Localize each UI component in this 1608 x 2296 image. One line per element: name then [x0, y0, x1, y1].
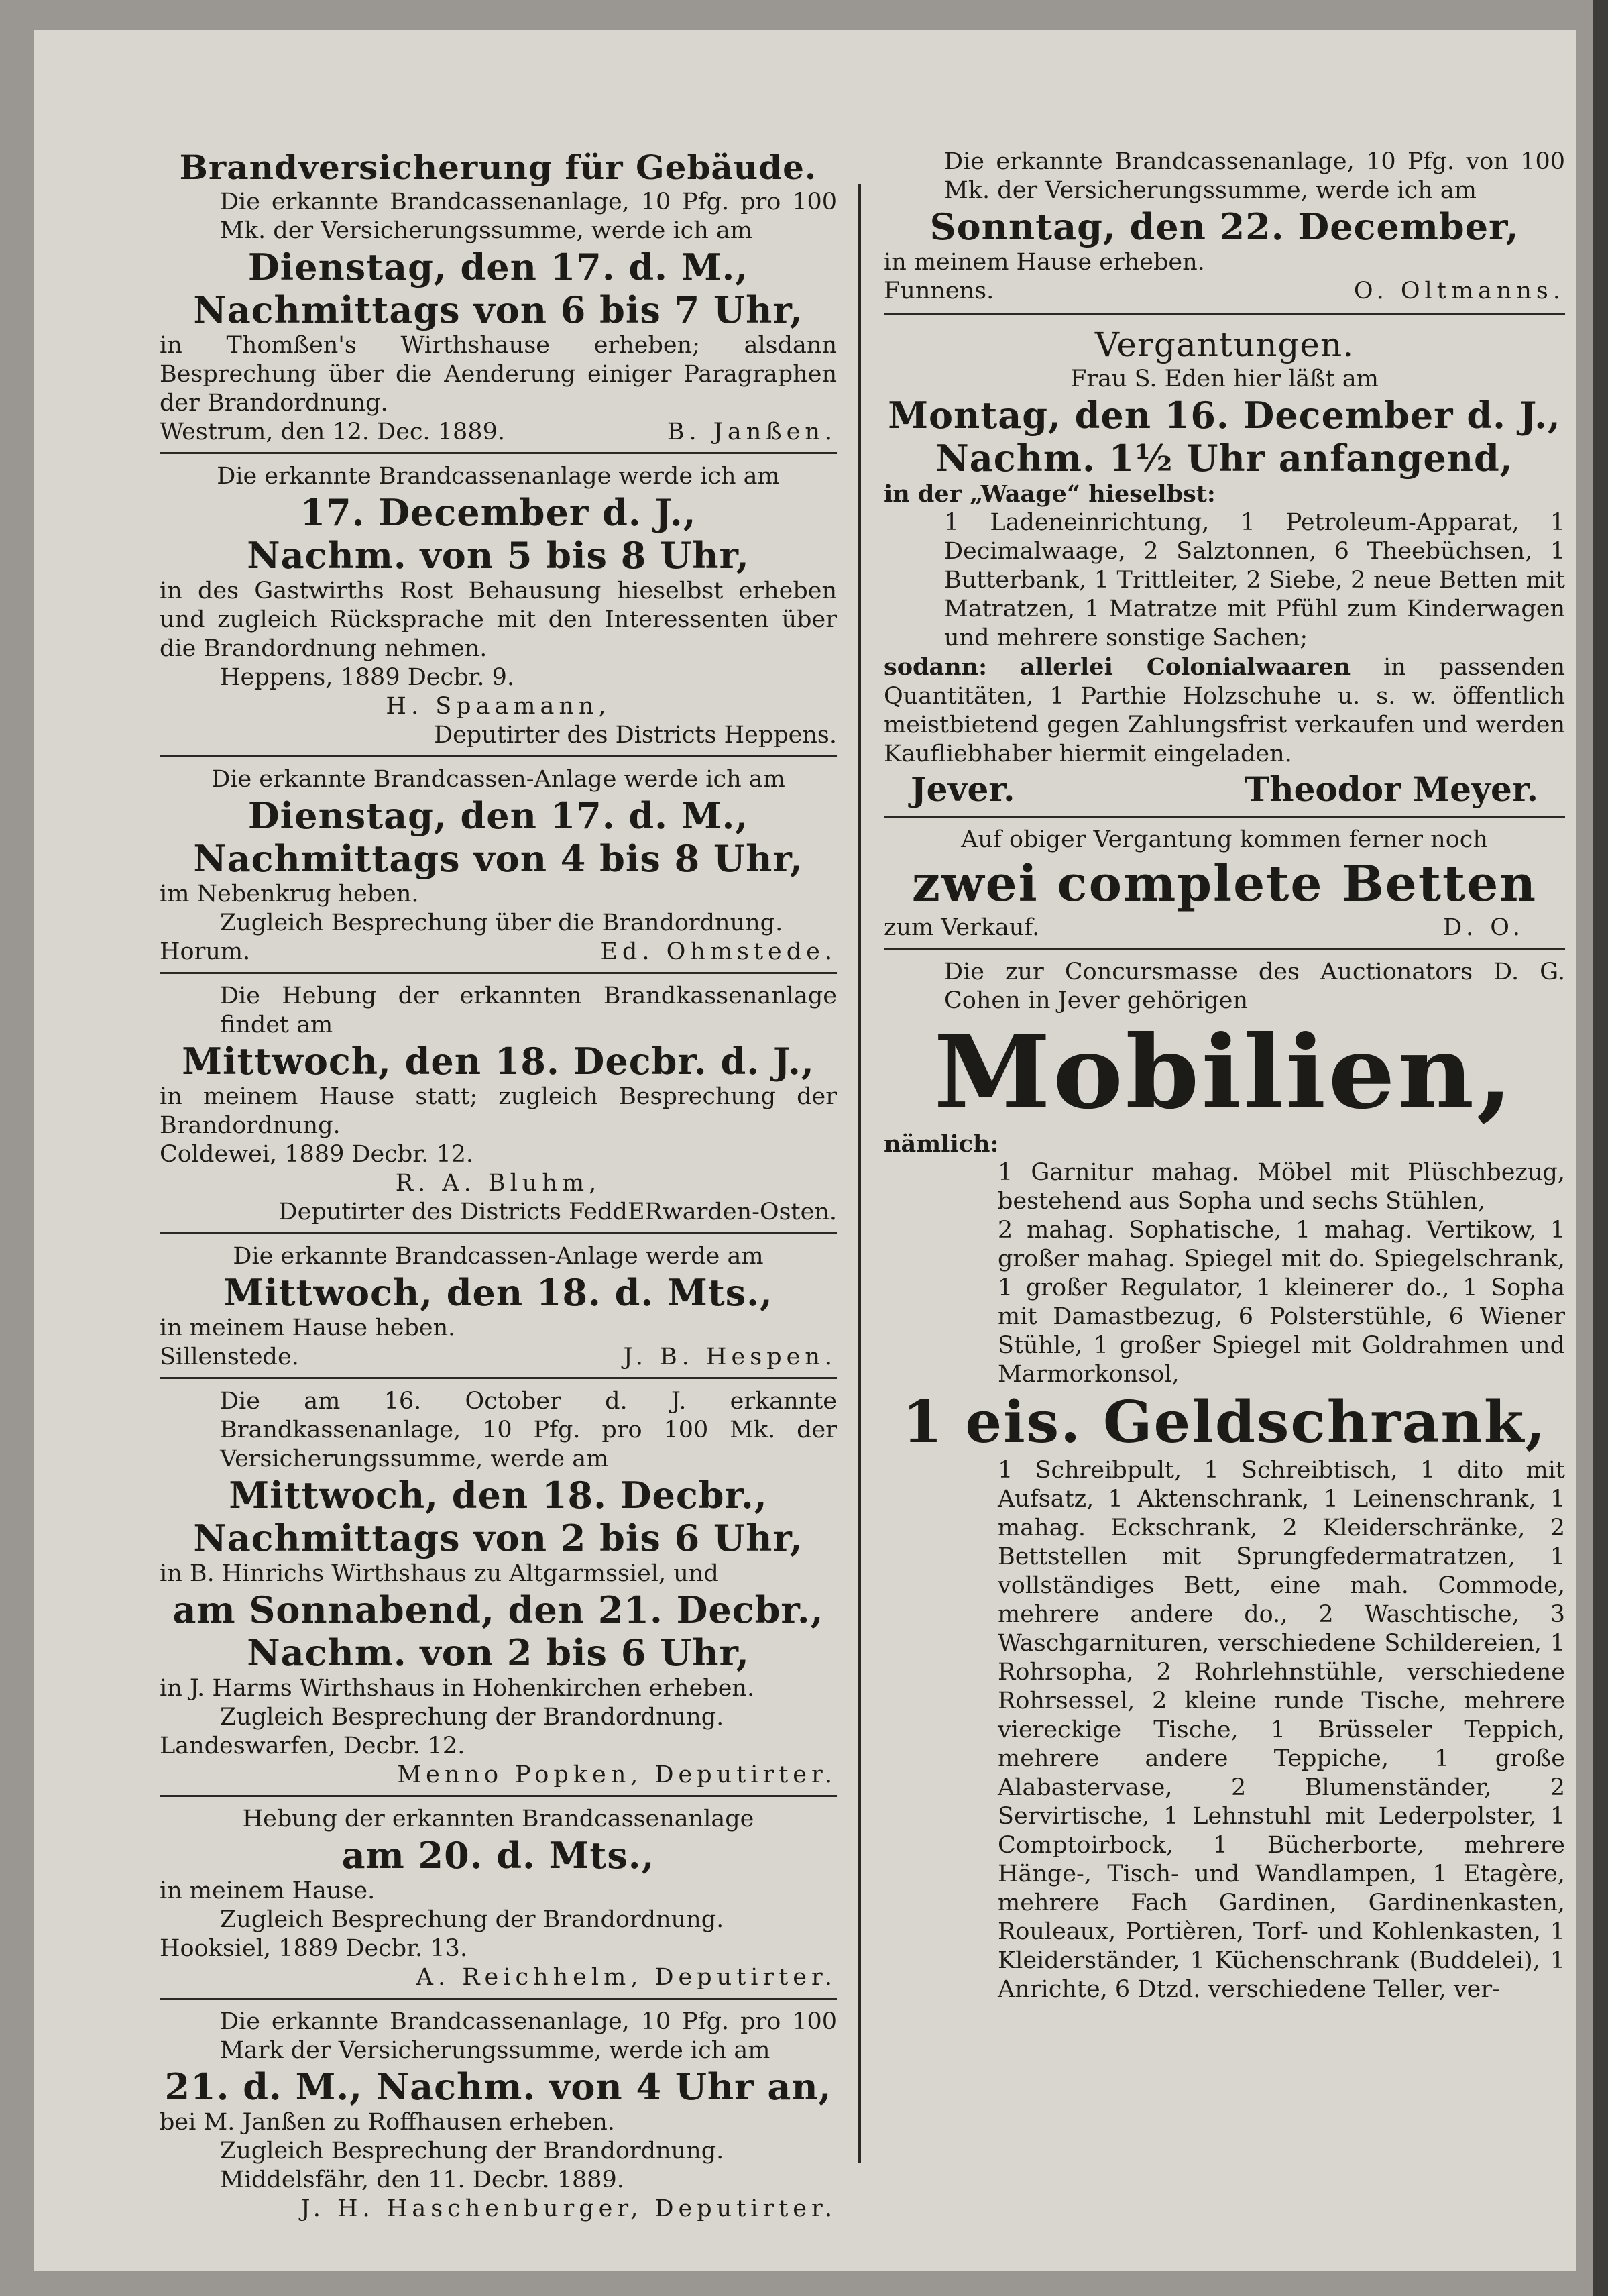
notice-signature: J. B. Hespen. [623, 1344, 837, 1370]
notice-signature: O. Oltmanns. [1353, 278, 1565, 305]
notice-time: Nachmittags von 6 bis 7 Uhr, [193, 288, 803, 331]
notice-beds [884, 826, 1565, 942]
notice-signature: J. H. Haschenburger, Deputirter. [300, 2195, 837, 2222]
notice-heading: Brandversicherung für Gebäude. [179, 148, 817, 187]
notice-horum [160, 765, 837, 967]
notice-place: Sillenstede. [160, 1344, 299, 1370]
notice-text: in meinem Hause heben. [160, 1315, 456, 1342]
notice-date: Mittwoch, den 18. Decbr. d. J., [182, 1040, 815, 1083]
notice-place: Horum. [160, 938, 251, 965]
notice-signature-row [884, 277, 1565, 306]
item-list: 1 Schreibpult, 1 Schreibtisch, 1 dito mit Aufsatz, 1 Aktenschrank, 1 Leinenschrank, 1 mahag. Eckschrank, 2 Kleiderschränke, 2 Bettstellen mit Sprungfedermatratzen, 1 vollständiges Bett, eine mah. Commode, mehrere andere do., 2 Waschtische, 3 Waschgarnituren, verschiedene Schildereien, 1 Rohrsopha, 2 Rohrlehnstühle, verschiedene Rohrsessel, 2 kleine runde Tische, mehrere viereckige Tische, 1 Brüsseler Teppich, mehrere andere Teppiche, 1 große Alabastervase, 2 Blumenständer, 2 Servirtische, 1 Lehnstuhl mit Lederpolster, 1 Comptoirbock, 1 Bücherborte, mehrere Hänge-, Tisch- und Wandlampen, 1 Etagère, mehrere Fach Gardinen, Gardinenkasten, Rouleaux, Portièren, Torf- und Kohlenkasten, 1 Kleiderständer, 1 Küchenschrank (Buddelei), 1 Anrichte, 6 Dtzd. verschiedene Teller, ver- [998, 1457, 1565, 2003]
item-list: 1 Ladeneinrichtung, 1 Petroleum-Apparat, 1 Decimalwaage, 2 Salztonnen, 6 Theebüchsen, 1 Butterbank, 1 Trittleiter, 2 Siebe, 2 neue Betten mit Matratzen, 1 Matratze mit Pfühl zum Kinderwagen und mehrere sonstige Sachen; [944, 509, 1565, 651]
notice-coldewei [160, 982, 837, 1227]
separator-rule [160, 1795, 837, 1797]
notice-text: in meinem Hause erheben. [884, 249, 1205, 276]
notice-text: bei M. Janßen zu Roffhausen erheben. [160, 2109, 615, 2136]
notice-text: Die erkannte Brandcassen-Anlage werde am [233, 1243, 764, 1270]
notice-text: in J. Harms Wirthshaus in Hohenkirchen erheben. [160, 1675, 755, 1702]
notice-text: Die erkannte Brandcassenanlage werde ich am [217, 463, 780, 490]
notice-signature: R. A. Bluhm, [395, 1170, 601, 1197]
scan-edge [1593, 0, 1608, 2296]
notice-middelsfaehr [160, 2008, 837, 2224]
notice-time: Nachm. von 5 bis 8 Uhr, [247, 534, 750, 577]
notice-place: Middelsfähr, den 11. Decbr. 1889. [220, 2167, 624, 2193]
notice-signature-row [160, 1343, 837, 1372]
notice-place: Hooksiel, 1889 Decbr. 13. [160, 1935, 467, 1962]
notice-headline: Mobilien, [933, 1014, 1515, 1132]
notice-date: Mittwoch, den 18. d. Mts., [223, 1271, 773, 1314]
notice-signature-title: Deputirter des Districts FeddERwarden-Osten. [278, 1199, 837, 1225]
notice-text: Frau S. Eden hier läßt am [1070, 366, 1379, 392]
notice-text: in Thomßen's Wirthshause erheben; alsdann Besprechung über die Aenderung einiger Paragraphen der Brandordnung. [160, 332, 837, 417]
notice-text [884, 653, 1565, 769]
notice-place: Jever. [911, 769, 1015, 809]
separator-rule [160, 1377, 837, 1379]
notice-funnens [884, 148, 1565, 306]
separator-rule [884, 816, 1565, 818]
notice-text: Die erkannte Brandcassenanlage, 10 Pfg. von 100 Mk. der Versicherungssumme, werde ich am [944, 148, 1565, 204]
notice-date: am 20. d. Mts., [341, 1834, 655, 1877]
notice-text: Die erkannte Brandcassen-Anlage werde ich am [211, 766, 785, 793]
notice-signature-row [160, 938, 837, 967]
right-column [884, 148, 1565, 2004]
notice-text: in des Gastwirths Rost Behausung hieselbst erheben und zugleich Rücksprache mit den Interessenten über die Brandordnung nehmen. [160, 578, 837, 662]
left-column [160, 148, 837, 2224]
notice-lead-word: sodann: [884, 653, 988, 681]
notice-place: Heppens, 1889 Decbr. 9. [220, 664, 515, 691]
notice-lead-word: nämlich: [884, 1130, 999, 1158]
notice-date: Mittwoch, den 18. Decbr., [229, 1474, 768, 1517]
notice-westrum [160, 148, 837, 447]
notice-time: Nachm. 1½ Uhr anfangend, [935, 437, 1513, 480]
separator-rule [160, 755, 837, 757]
column-divider [858, 184, 861, 2163]
notice-text: im Nebenkrug heben. [160, 881, 419, 908]
notice-date: 21. d. M., Nachm. von 4 Uhr an, [164, 2065, 832, 2108]
notice-signature-row [160, 418, 837, 447]
notice-date: Montag, den 16. December d. J., [888, 394, 1561, 437]
notice-text: Die zur Concursmasse des Auctionators D. G. Cohen in Jever gehörigen [944, 959, 1565, 1014]
notice-date: Dienstag, den 17. d. M., [247, 245, 749, 288]
notice-highlight: allerlei Colonialwaaren [1020, 653, 1351, 681]
notice-signature: Menno Popken, Deputirter. [397, 1761, 837, 1788]
separator-rule [884, 948, 1565, 950]
notice-text: Zugleich Besprechung über die Brandordnung. [220, 910, 783, 936]
notice-hooksiel [160, 1805, 837, 1992]
notice-date: Dienstag, den 17. d. M., [247, 794, 749, 837]
notice-location: in der „Waage“ hieselbst: [884, 480, 1216, 508]
notice-heppens [160, 462, 837, 750]
item-list: 2 mahag. Sophatische, 1 mahag. Vertikow, 1 großer mahag. Spiegel mit do. Spiegelschrank, 1 großer Regulator, 1 kleinerer do., 1 Sopha mit Damastbezug, 6 Polsterstühle, 6 Wiener Stühle, 1 großer Spiegel mit Goldrahmen und Marmorkonsol, [998, 1217, 1565, 1388]
notice-date: 17. December d. J., [300, 491, 697, 534]
notice-text: Die erkannte Brandcassenanlage, 10 Pfg. pro 100 Mk. der Versicherungssumme, werde ich am [220, 188, 837, 244]
separator-rule [160, 1232, 837, 1234]
notice-text: in meinem Hause statt; zugleich Besprechung der Brandordnung. [160, 1083, 837, 1139]
notice-date: am Sonnabend, den 21. Decbr., [172, 1588, 824, 1631]
notice-sillenstede [160, 1242, 837, 1372]
notice-signature-row [884, 914, 1565, 942]
notice-place: Westrum, den 12. Dec. 1889. [160, 419, 505, 445]
notice-place: Coldewei, 1889 Decbr. 12. [160, 1141, 474, 1168]
notice-signature: B. Janßen. [667, 419, 837, 445]
auction-cohen [884, 958, 1565, 2004]
notice-text: Die Hebung der erkannten Brandkassenanlage findet am [220, 983, 837, 1038]
notice-time: Nachmittags von 4 bis 8 Uhr, [193, 837, 803, 880]
notice-signature: A. Reichhelm, Deputirter. [416, 1964, 837, 1991]
separator-rule [160, 1998, 837, 2000]
notice-signature: D. O. [1443, 914, 1525, 941]
separator-rule [160, 452, 837, 454]
notice-highlight: zwei complete Betten [911, 855, 1538, 913]
notice-place: Funnens. [884, 278, 994, 305]
notice-signature: Ed. Ohmstede. [600, 938, 837, 965]
notice-signature: H. Spaamann, [386, 693, 611, 720]
notice-text: in B. Hinrichs Wirthshaus zu Altgarmssiel, und [160, 1560, 719, 1587]
notice-signature-title: Deputirter des Districts Heppens. [434, 722, 837, 749]
auction-eden [884, 325, 1565, 810]
notice-text-rest: in passenden Quantitäten, 1 Parthie Holzschuhe u. s. w. öffentlich meistbietend gegen Zahlungsfrist verkaufen und werden Kaufliebhaber hiermit eingeladen. [884, 654, 1565, 767]
notice-landeswarfen [160, 1387, 837, 1790]
notice-text: in meinem Hause. [160, 1877, 376, 1904]
notice-text: Zugleich Besprechung der Brandordnung. [220, 2138, 724, 2165]
item-list: 1 Garnitur mahag. Möbel mit Plüschbezug, bestehend aus Sopha und sechs Stühlen, [998, 1159, 1565, 1215]
notice-time: Nachm. von 2 bis 6 Uhr, [247, 1631, 750, 1674]
notice-text: Die am 16. October d. J. erkannte Brandkassenanlage, 10 Pfg. pro 100 Mk. der Versicherungssumme, werde am [220, 1388, 837, 1472]
notice-text: Zugleich Besprechung der Brandordnung. [220, 1704, 724, 1731]
notice-time: Nachmittags von 2 bis 6 Uhr, [193, 1517, 803, 1560]
notice-date: Sonntag, den 22. December, [929, 205, 1519, 248]
section-heading: Vergantungen. [1094, 325, 1355, 364]
section-rule [884, 313, 1565, 315]
notice-place: zum Verkauf. [884, 914, 1040, 941]
notice-text: Zugleich Besprechung der Brandordnung. [220, 1906, 724, 1933]
notice-signature: Theodor Meyer. [1245, 769, 1538, 809]
notice-text: Auf obiger Vergantung kommen ferner noch [961, 826, 1488, 853]
separator-rule [160, 972, 837, 974]
notice-text: Die erkannte Brandcassenanlage, 10 Pfg. pro 100 Mark der Versicherungssumme, werde ich am [220, 2008, 837, 2064]
notice-text: Hebung der erkannten Brandcassenanlage [242, 1806, 754, 1833]
notice-place: Landeswarfen, Decbr. 12. [160, 1733, 465, 1759]
notice-highlight: 1 eis. Geldschrank, [902, 1388, 1547, 1456]
newspaper-page [34, 30, 1576, 2271]
notice-signature-row [884, 769, 1565, 810]
